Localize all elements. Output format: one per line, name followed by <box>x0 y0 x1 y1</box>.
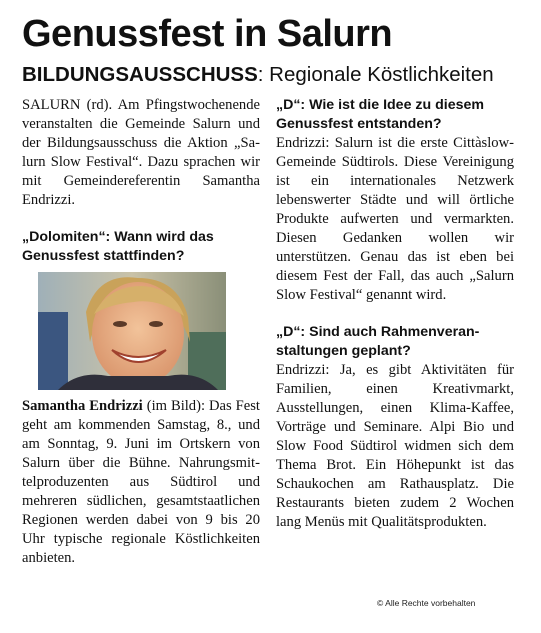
right-column <box>276 96 514 532</box>
portrait-photo <box>38 272 226 390</box>
question-1: „Dolomiten“: Wann wird das Genussfest stattfinden? <box>22 229 214 264</box>
left-column <box>22 96 260 568</box>
copyright-notice: © Alle Rechte vorbehalten <box>377 598 476 608</box>
question-3: „D“: Sind auch Rahmenveranstaltungen geplant? <box>276 324 480 359</box>
portrait-image <box>38 272 226 390</box>
lead-paragraph: SALURN (rd). Am Pfingstwochenende veranstalten die Gemeinde Salurn und der Bildungsausschuss die Aktion „Salurn Slow Festival“. Dazu sprachen wir mit Gemeindereferentin Samantha Endrizzi. <box>22 97 260 208</box>
answer-1-name: Samantha Endrizzi <box>22 398 143 414</box>
question-2: „D“: Wie ist die Idee zu diesem Genussfest entstanden? <box>276 97 485 132</box>
subheadline <box>22 62 494 88</box>
subheadline-kicker: BILDUNGSAUSSCHUSS <box>22 63 258 86</box>
answer-1 <box>22 397 260 568</box>
headline: Genussfest in Salurn <box>22 13 393 55</box>
answer-3: Endrizzi: Ja, es gibt Aktivitäten für Familien, einen Kreativmarkt, Ausstellungen, einen Klima-Kaffee, Vorträge und Seminare. Alpi Bio und Slow Food Südtirol widmen sich dem Thema Brot. Ein Höhepunkt ist das Schaukochen am Rathausplatz. Die Restaurants bieten zudem 2 Wochen lang Menüs mit Qualitätsprodukten. <box>276 362 514 530</box>
answer-1-text: (im Bild): Das Fest geht am kommenden Samstag, 8., und am Sonntag, 9. Juni im Ortskern von Salurn über die Bühne. Nahrungsmittelproduzenten aus Südtirol und mehreren südlichen, gesamtstaatlichen Regionen werden dabei von 9 bis 20 Uhr typische regionale Köstlichkeiten anbieten. <box>22 398 260 566</box>
answer-2: Endrizzi: Salurn ist die erste Cittàslow-Gemeinde Südtirols. Diese Vereinigung ist ein internationales Netzwerk lebenswerter Städte und will örtliche Produkte aufwerten und vermarkten. Diesen Gedanken wollen wir unterstützen. Genau das ist eben bei diesem Fest der Fall, das auch „Salurn Slow Festival“ genannt wird. <box>276 135 514 303</box>
subheadline-text: : Regionale Köstlichkeiten <box>257 63 494 86</box>
